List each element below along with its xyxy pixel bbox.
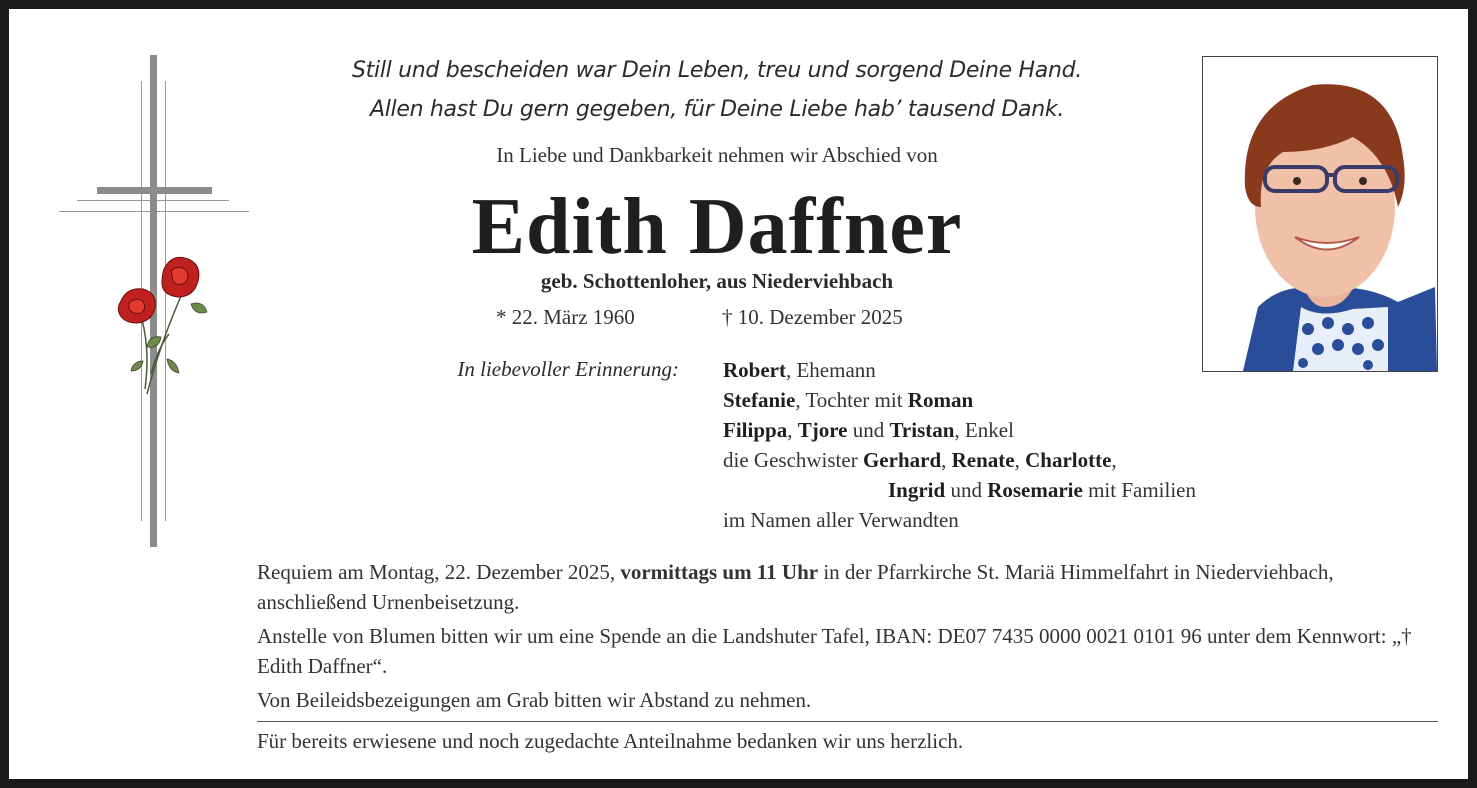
roses-icon <box>109 249 219 399</box>
mourner-line: Stefanie, Tochter mit Roman <box>723 388 974 412</box>
verse-line-1: Still und bescheiden war Dein Leben, treu und sorgend Deine Hand. <box>352 58 1082 83</box>
memory-label: In liebevoller Erinnerung: <box>457 357 679 381</box>
verse <box>309 51 1125 129</box>
mourner-line: Robert, Ehemann <box>723 358 876 382</box>
condolence-text: Von Beileidsbezeigungen am Grab bitten wir Abstand zu nehmen. <box>257 688 812 712</box>
divider <box>257 721 1438 722</box>
mourner-line: im Namen aller Verwandten <box>723 508 959 532</box>
deceased-name: Edith Daffner <box>471 183 963 271</box>
requiem-text: Requiem am Montag, 22. Dezember 2025, vormittags um 11 Uhr in der Pfarrkirche St. Mariä Himmelfahrt in Niederviehbach, anschließend Urnenbeisetzung. <box>257 560 1334 614</box>
mourner-line: Filippa, Tjore und Tristan, Enkel <box>723 418 1014 442</box>
verse-line-2: Allen hast Du gern gegeben, für Deine Liebe hab’ tausend Dank. <box>369 97 1065 122</box>
death-date: † 10. Dezember 2025 <box>722 305 903 329</box>
thanks-text: Für bereits erwiesene und noch zugedachte Anteilnahme bedanken wir uns herzlich. <box>257 729 964 753</box>
donation-text: Anstelle von Blumen bitten wir um eine Spende an die Landshuter Tafel, IBAN: DE07 7435 0000 0021 0101 96 unter dem Kennwort: „† Edith Daffner“. <box>257 624 1412 678</box>
portrait-photo <box>1202 56 1438 372</box>
mourners-list <box>723 355 1196 535</box>
birth-date: * 22. März 1960 <box>496 305 635 329</box>
cross-beam <box>97 187 212 194</box>
birth-name: geb. Schottenloher, aus Niederviehbach <box>540 269 894 293</box>
mourner-line: die Geschwister Gerhard, Renate, Charlotte, <box>723 448 1117 472</box>
intro-text: In Liebe und Dankbarkeit nehmen wir Abschied von <box>496 143 938 167</box>
mourner-line: Ingrid und Rosemarie mit Familien <box>888 478 1196 502</box>
